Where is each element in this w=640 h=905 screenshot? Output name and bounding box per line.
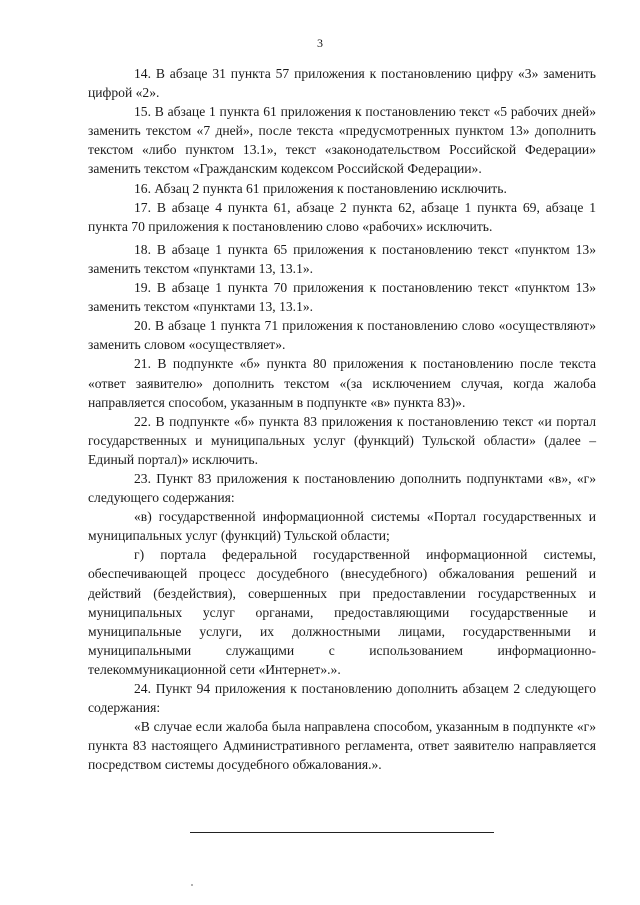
paragraph-23: 23. Пункт 83 приложения к постановлению дополнить подпунктами «в», «г» следующего содержания: — [88, 470, 596, 506]
paragraph-16: 16. Абзац 2 пункта 61 приложения к постановлению исключить. — [134, 180, 507, 196]
paragraph-24: 24. Пункт 94 приложения к постановлению дополнить абзацем 2 следующего содержания: — [88, 681, 596, 716]
paragraph-21: 21. В подпункте «б» пункта 80 приложения к постановлению после текста «ответ заявителю» дополнить текстом «(за исключением случая, когда жалоба направляется способом, указанным в подпункте «в» пункта 83)». — [88, 356, 596, 410]
page-number: 3 — [317, 36, 323, 50]
closing-rule — [190, 832, 494, 833]
document-body — [88, 64, 596, 774]
paragraph-15: 15. В абзаце 1 пункта 61 приложения к постановлению текст «5 рабочих дней» заменить текстом «7 дней», после текста «предусмотренных пунктом 13» дополнить текстом «либо пунктом 13.1», текст «законодательством Российской Федерации» заменить текстом «Гражданским кодексом Российской Федерации». — [88, 104, 596, 177]
paragraph-23-subpoint-v: «в) государственной информационной системы «Портал государственных и муниципальных услуг (функций) Тульской области; — [88, 509, 596, 544]
paragraph-22: 22. В подпункте «б» пункта 83 приложения к постановлению текст «и портал государственных и муниципальных услуг (функций) Тульской области» (далее – Единый портал)» исключить. — [88, 413, 596, 467]
paragraph-14: 14. В абзаце 31 пункта 57 приложения к постановлению цифру «3» заменить цифрой «2». — [88, 66, 596, 101]
scan-speck — [191, 884, 193, 886]
paragraph-24-quote: «В случае если жалоба была направлена способом, указанным в подпункте «г» пункта 83 настоящего Административного регламента, ответ заявителю направляется посредством системы досудебного обжалования.». — [88, 719, 596, 773]
paragraph-20: 20. В абзаце 1 пункта 71 приложения к постановлению слово «осуществляют» заменить словом «осуществляет». — [88, 318, 596, 353]
paragraph-23-subpoint-g: г) портала федеральной государственной информационной системы, обеспечивающей процесс досудебного (внесудебного) обжалования решений и действий (бездействия), совершенных при предоставлении государственных и муниципальных услуг органами, предоставляющими государственные и муниципальные услуги, их должностными лицами, государственными и муниципальными служащими с использованием информационно-телекоммуникационной сети «Интернет».». — [88, 547, 596, 677]
paragraph-19: 19. В абзаце 1 пункта 70 приложения к постановлению текст «пунктом 13» заменить текстом «пунктами 13, 13.1». — [88, 280, 596, 315]
paragraph-18: 18. В абзаце 1 пункта 65 приложения к постановлению текст «пунктом 13» заменить текстом «пунктами 13, 13.1». — [88, 241, 596, 276]
paragraph-17: 17. В абзаце 4 пункта 61, абзаце 2 пункта 62, абзаце 1 пункта 69, абзаце 1 пункта 70 приложения к постановлению слово «рабочих» исключить. — [88, 199, 596, 234]
